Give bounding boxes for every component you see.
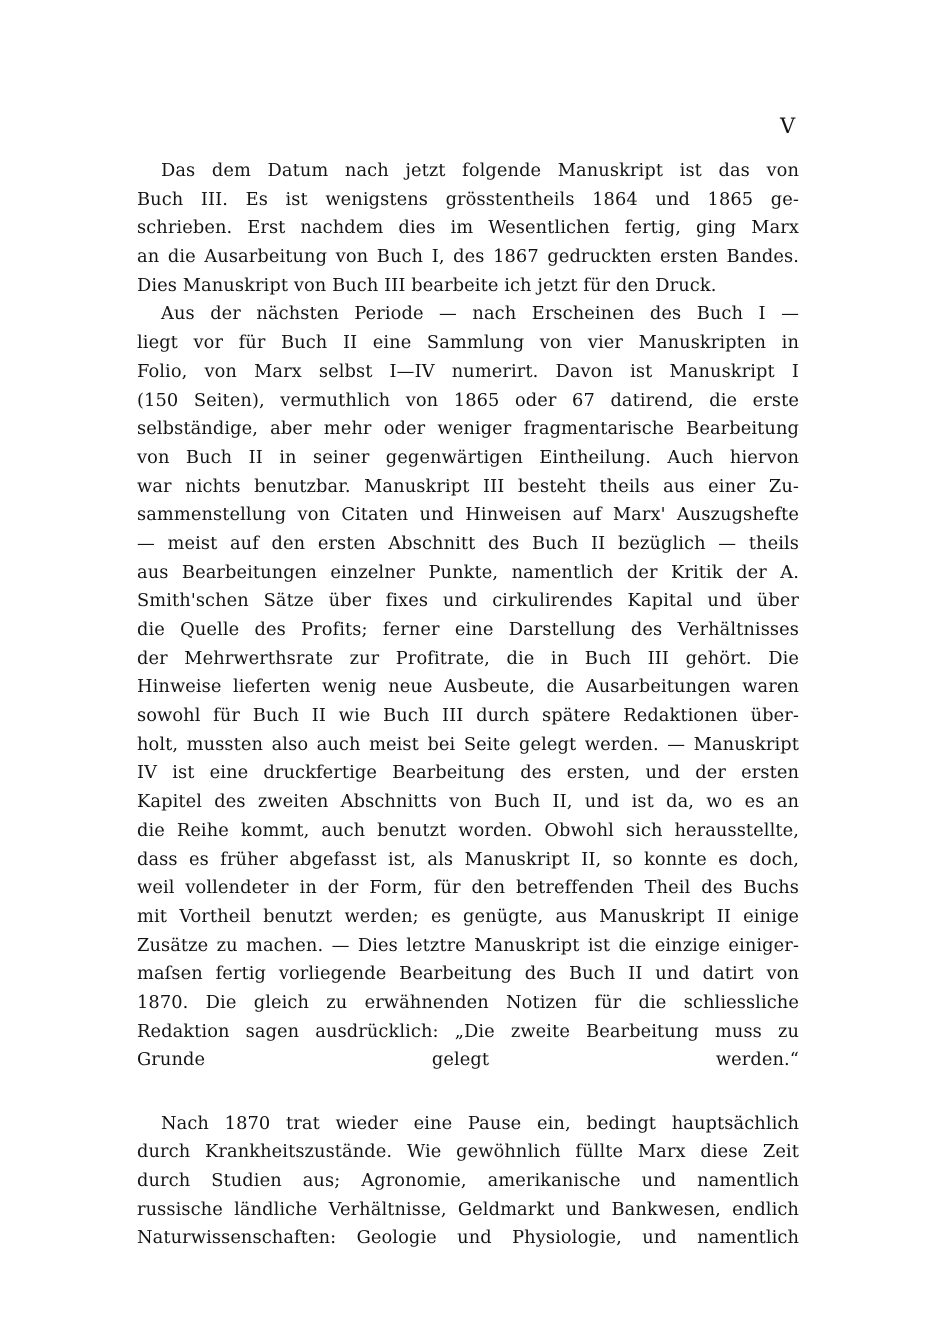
body-text: [137, 157, 799, 1253]
text-line: Smith'schen Sätze über fixes und cirkulirendes Kapital und über: [137, 590, 799, 612]
text-line: Zusätze zu machen. — Dies letztre Manuskript ist die einzige einiger-: [137, 934, 799, 956]
text-line: mit Vortheil benutzt werden; es genügte, aus Manuskript II einige: [137, 905, 799, 927]
text-line: liegt vor für Buch II eine Sammlung von vier Manuskripten in: [137, 332, 799, 354]
text-line: weil vollendeter in der Form, für den betreffenden Theil des Buchs: [137, 877, 799, 899]
text-line: Kapitel des zweiten Abschnitts von Buch II, und ist da, wo es an: [137, 791, 799, 813]
text-line: durch Studien aus; Agronomie, amerikanische und namentlich: [137, 1170, 799, 1192]
text-line: sowohl für Buch II wie Buch III durch spätere Redaktionen über-: [137, 705, 799, 727]
page-number: V: [780, 114, 796, 138]
text-line: maſsen fertig vorliegende Bearbeitung des Buch II und datirt von: [137, 963, 799, 985]
text-line: schrieben. Erst nachdem dies im Wesentlichen fertig, ging Marx: [137, 217, 799, 239]
text-line: durch Krankheitszustände. Wie gewöhnlich füllte Marx diese Zeit: [137, 1141, 799, 1163]
text-line: Grunde gelegt werden.“: [137, 1049, 799, 1071]
text-line: war nichts benutzbar. Manuskript III besteht theils aus einer Zu-: [137, 475, 799, 497]
text-line: Folio, von Marx selbst I—IV numerirt. Davon ist Manuskript I: [137, 360, 799, 382]
text-line: selbständige, aber mehr oder weniger fragmentarische Bearbeitung: [137, 418, 799, 440]
text-line: sammenstellung von Citaten und Hinweisen auf Marx' Auszugshefte: [137, 504, 799, 526]
text-line: Aus der nächsten Periode — nach Erscheinen des Buch I —: [161, 303, 799, 325]
text-line: Buch III. Es ist wenigstens grösstentheils 1864 und 1865 ge-: [137, 188, 799, 210]
text-line: Dies Manuskript von Buch III bearbeite ich jetzt für den Druck.: [137, 274, 717, 296]
text-line: (150 Seiten), vermuthlich von 1865 oder 67 datirend, die erste: [137, 389, 799, 411]
text-line: Naturwissenschaften: Geologie und Physiologie, und namentlich: [137, 1227, 799, 1249]
text-line: 1870. Die gleich zu erwähnenden Notizen für die schliessliche: [137, 991, 799, 1013]
text-line: Nach 1870 trat wieder eine Pause ein, bedingt hauptsächlich: [161, 1112, 799, 1134]
text-line: aus Bearbeitungen einzelner Punkte, namentlich der Kritik der A.: [137, 561, 799, 583]
text-line: die Reihe kommt, auch benutzt worden. Obwohl sich herausstellte,: [137, 819, 799, 841]
text-line: an die Ausarbeitung von Buch I, des 1867 gedruckten ersten Bandes.: [137, 246, 799, 268]
text-line: — meist auf den ersten Abschnitt des Buch II bezüglich — theils: [137, 532, 799, 554]
text-line: [137, 1075, 799, 1104]
text-line: dass es früher abgefasst ist, als Manuskript II, so konnte es doch,: [137, 848, 799, 870]
text-line: von Buch II in seiner gegenwärtigen Eintheilung. Auch hiervon: [137, 446, 799, 468]
text-line: Redaktion sagen ausdrücklich: „Die zweite Bearbeitung muss zu: [137, 1020, 799, 1042]
text-line: der Mehrwerthsrate zur Profitrate, die in Buch III gehört. Die: [137, 647, 799, 669]
text-line: Hinweise lieferten wenig neue Ausbeute, die Ausarbeitungen waren: [137, 676, 799, 698]
text-line: die Quelle des Profits; ferner eine Darstellung des Verhältnisses: [137, 619, 799, 640]
text-line: Das dem Datum nach jetzt folgende Manuskript ist das von: [161, 160, 799, 181]
text-line: IV ist eine druckfertige Bearbeitung des ersten, und der ersten: [137, 762, 799, 784]
text-line: holt, mussten also auch meist bei Seite gelegt werden. — Manuskript: [137, 733, 799, 755]
text-line: russische ländliche Verhältnisse, Geldmarkt und Bankwesen, endlich: [137, 1198, 799, 1220]
